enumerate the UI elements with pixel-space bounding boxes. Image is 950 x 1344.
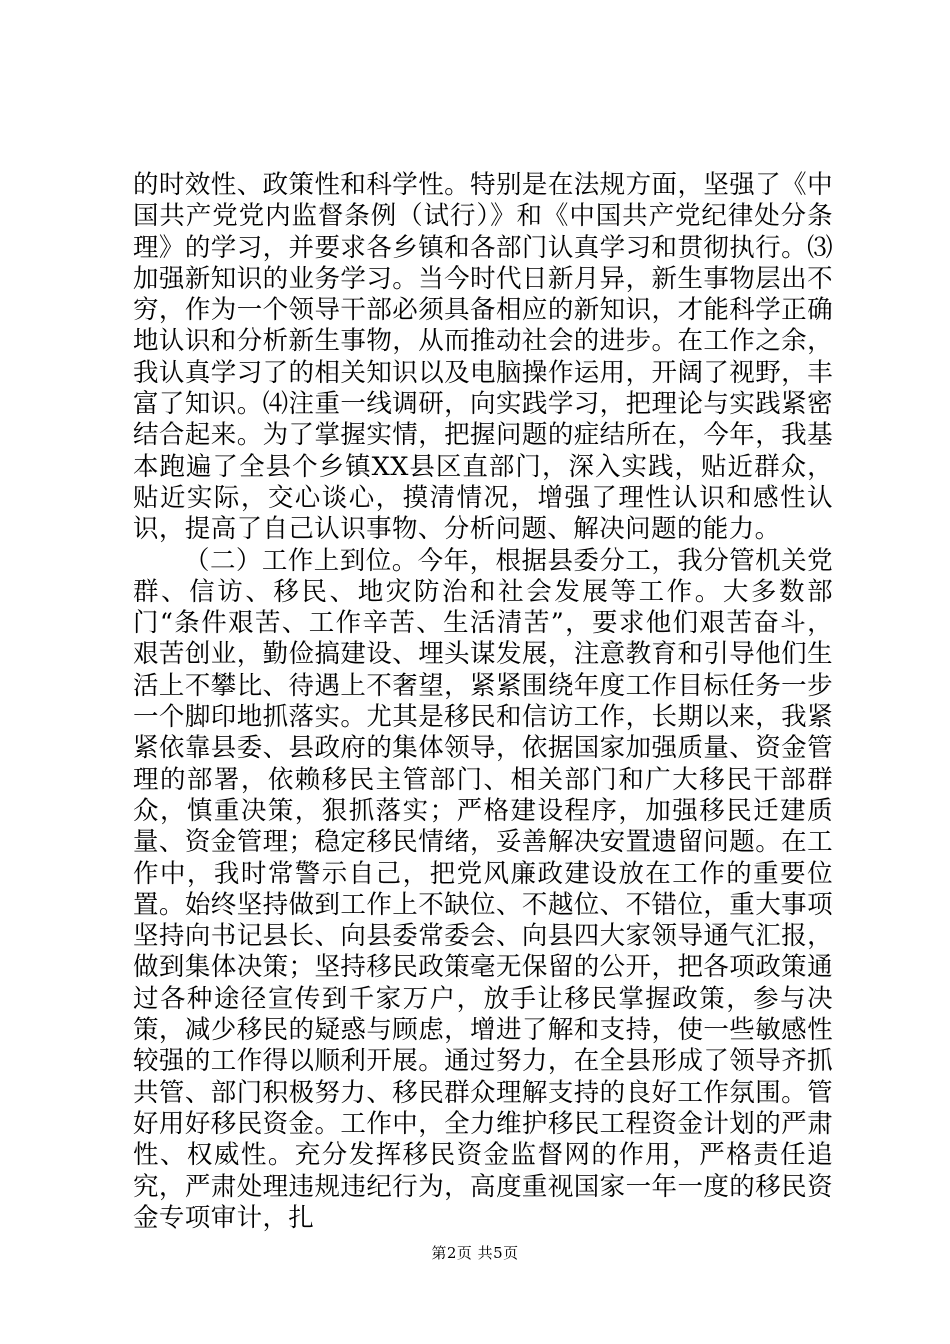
document-body [133,170,833,1234]
paragraph-continuation: 的时效性、政策性和科学性。特别是在法规方面，坚强了《中国共产党党内监督条例（试行）》和《中国共产党纪律处分条理》的学习，并要求各乡镇和各部门认真学习和贯彻执行。⑶加强新知识的业务学习。当今时代日新月异，新生事物层出不穷，作为一个领导干部必须具备相应的新知识，才能科学正确地认识和分析新生事物，从而推动社会的进步。在工作之余，我认真学习了的相关知识以及电脑操作运用，开阔了视野，丰富了知识。⑷注重一线调研，向实践学习，把理论与实践紧密结合起来。为了掌握实情，把握问题的症结所在，今年，我基本跑遍了全县个乡镇XX县区直部门，深入实践，贴近群众，贴近实际，交心谈心，摸清情况，增强了理性认识和感性认识，提高了自己认识事物、分析问题、解决问题的能力。 [133,170,833,545]
paragraph-work-section: （二）工作上到位。今年，根据县委分工，我分管机关党群、信访、移民、地灾防治和社会发展等工作。大多数部门“条件艰苦、工作辛苦、生活清苦”，要求他们艰苦奋斗，艰苦创业，勤俭搞建设、埋头谋发展，注意教育和引导他们生活上不攀比、待遇上不奢望，紧紧围绕年度工作目标任务一步一个脚印地抓落实。尤其是移民和信访工作，长期以来，我紧紧依靠县委、县政府的集体领导，依据国家加强质量、资金管理的部署，依赖移民主管部门、相关部门和广大移民干部群众，慎重决策，狠抓落实；严格建设程序，加强移民迁建质量、资金管理；稳定移民情绪，妥善解决安置遗留问题。在工作中，我时常警示自己，把党风廉政建设放在工作的重要位置。始终坚持做到工作上不缺位、不越位、不错位，重大事项坚持向书记县长、向县委常委会、向县四大家领导通气汇报，做到集体决策；坚持移民政策毫无保留的公开，把各项政策通过各种途径宣传到千家万户，放手让移民掌握政策，参与决策，减少移民的疑惑与顾虑，增进了解和支持，使一些敏感性较强的工作得以顺利开展。通过努力，在全县形成了领导齐抓共管、部门积极努力、移民群众理解支持的良好工作氛围。管好用好移民资金。工作中，全力维护移民工程资金计划的严肃性、权威性。充分发挥移民资金监督网的作用，严格责任追究，严肃处理违规违纪行为，高度重视国家一年一度的移民资金专项审计，扎 [133,545,833,1233]
page-number-footer: 第2页 共5页 [431,1244,519,1262]
